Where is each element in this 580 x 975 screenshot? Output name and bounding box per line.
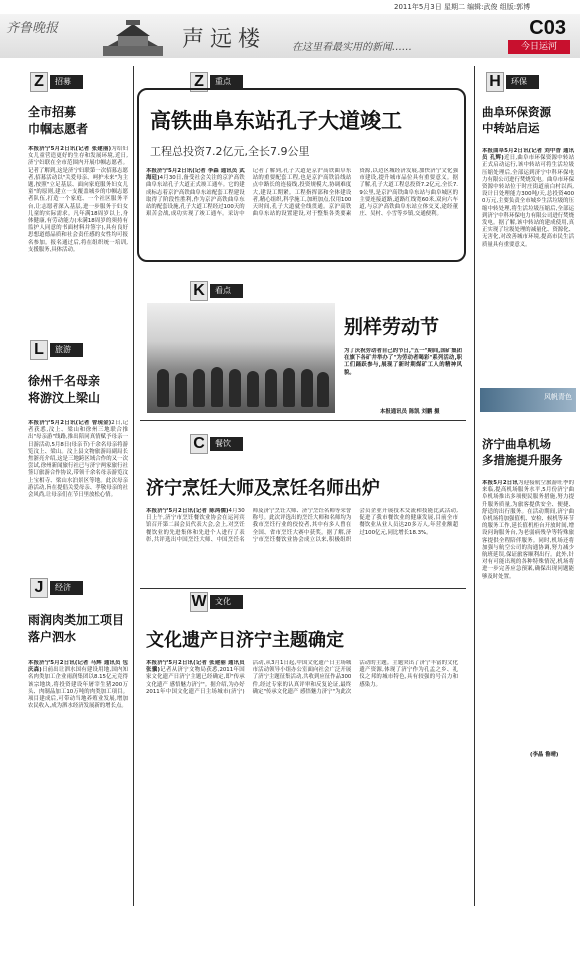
section-tag-economy: J 经济 <box>30 578 83 598</box>
page-number: C03 <box>529 17 566 39</box>
economy-article: 本报济宁5月2日讯(记者 马辉 通讯员 包庆森)日前出让泗水国有建设用地,国内知名肉类加工企业雨润集团以8.15亿元竞得该宗地块,将投资建设年屠宰生猪200万头、肉制品加工10万吨的肉类加工项目。项目建成后,可带动当地养殖业发展,增加农民收入,成为泗水经济发展新的增长点。 <box>28 660 128 710</box>
feature-credit: 本报通讯员 陈凯 刘鹏 摄 <box>380 409 440 415</box>
column-divider <box>133 66 134 906</box>
travel-headline: 徐州千名母亲 将游汶上梁山 <box>28 374 101 405</box>
section-divider <box>140 420 466 421</box>
section-tag-recruit: Z 招募 <box>30 72 83 92</box>
labor-day-photo <box>147 303 335 413</box>
section-badge: 今日运河 <box>508 40 570 54</box>
masthead-band <box>0 14 580 58</box>
masthead <box>0 0 580 58</box>
airport-credit: (李晶 鲁晴) <box>530 752 559 758</box>
lead-subhead: 工程总投资7.2亿元,全长7.9公里 <box>150 145 310 158</box>
section-tag-culture: W 文化 <box>190 592 243 612</box>
newspaper-logo: 齐鲁晚报 <box>6 21 59 36</box>
feature-headline: 别样劳动节 <box>344 316 440 338</box>
economy-headline: 雨润肉类加工项目 落户泗水 <box>28 613 125 644</box>
banner-photo: 风帆青色 <box>480 388 576 412</box>
airport-headline: 济宁曲阜机场 多措施提升服务 <box>482 437 563 467</box>
slogan: 在这里看最实用的新闻…… <box>292 42 412 53</box>
environment-headline: 曲阜环保资源 中转站启运 <box>482 105 551 135</box>
feature-caption: 为了庆祝劳动者自己的节日,"五一"期间,国矿集团在旗下各矿井举办了"为劳动者喝彩"系列活动,职工们踊跃参与,展现了新时期煤矿工人的精神风貌。 <box>344 348 462 376</box>
section-tag-environment: H 环保 <box>486 72 539 92</box>
recruit-article: 本报济宁5月2日讯(记者 张建丽)为给妇女儿童营造更好的生存和发展环境,近日,济宁妇联在全市范围内开展巾帼志愿者。记者了解到,这是济宁妇联第一次招募志愿者,招募活动以"关爱母亲、呵护未来"为主题,按照"立足基层、面向家庭服务妇女儿童"的原则,建立一支覆盖城乡的巾帼志愿者队伍,打造一个家庭、一个社区服务平台,让志愿者深入基层,进一步服务于妇女儿童的实际需求。凡年满18周岁以上,身体健康,有劳动能力(未满18周岁的须持有监护人同意的书面材料并签字),具有良好思想道德品质和社会责任感的女性均可报名参加。报名通过后,将在组织统一培训,支援服务,具体活动。 <box>28 146 128 253</box>
column-divider <box>474 66 475 906</box>
section-tag-dining: C 餐饮 <box>190 434 243 454</box>
date-line: 2011年5月3日 星期二 编辑:武俊 组版:郭博 <box>394 3 531 11</box>
airport-article: 本报5月2日讯为迎接航空旅游旺季的来临,提高机场服务水平,5月份济宁曲阜机场推出多项便民服务措施,努力提升服务质量,为旅客提供安全、便捷、舒适的出行服务。在活动期间,济宁曲阜机场将加强值机、安检、候机等环节的服务工作,延长值机柜台开放时间,增设问询服务台,为老弱病残孕等特殊旅客提供全程陪伴服务。同时,机场还将加强与航空公司的沟通协调,努力减少航班延误,保证旅客顺利出行。此外,针对有可能出现的各种特殊情况,机场将进一步完善应急预案,确保出现问题能够及时处置。 <box>482 480 574 580</box>
section-tag-lead: Z 重点 <box>190 72 243 92</box>
tower-icon <box>98 16 168 56</box>
section-tag-travel: L 旅游 <box>30 340 83 360</box>
lead-headline: 高铁曲阜东站孔子大道竣工 <box>150 109 402 133</box>
recruit-headline: 全市招募 巾帼志愿者 <box>28 105 89 136</box>
section-tag-feature: K 看点 <box>190 281 243 301</box>
travel-article: 本报济宁5月2日讯(记者 曾现金)2日,记者获悉,汶上、梁山和徐州三地联合推出"母亲游"线路,推出陪同真情赋予母亲一日游活动,5月8日(母亲节)千余名母亲将游览汶上、梁山。汶上县文物旅游局副局长焦浙亮介绍,这是三地跨区域合作的又一次尝试,徐州新闻旅行社已与济宁两家旅行社签订旅游合作协议,带领千余名母亲游览汶上宝相寺、梁山水泊景区等地。此次母亲游活动,旨在提倡关爱母亲、孝敬母亲的社会风尚,让母亲们在节日里放松心情。 <box>28 420 128 499</box>
section-divider <box>140 588 466 589</box>
dining-article: 本报济宁5月2日讯(记者 陈鸿儒)4月30日上午,济宁市烹饪餐饮业协会在运河宾馆召开第二届会员代表大会,会上,对烹饪餐饮业的先进集体和先进个人进行了表彰,共评选出中国烹饪大师、中国烹饪名师及济宁烹饪大师、济宁烹饪名师等荣誉称号。此次评选出的烹饪大师和名师均为我市烹饪行业的佼佼者,其中有多人曾在全国、省市烹饪大赛中获奖。据了解,济宁市烹饪餐饮业协会成立以来,积极组织会员企业开展技术交流和技能比武活动,促进了我市餐饮业的健康发展,目前全市餐饮业从业人员达20多万人,年营业额超过100亿元,同比增长18.3%。 <box>146 508 458 543</box>
column-title: 声远楼 <box>182 27 267 52</box>
culture-headline: 文化遗产日济宁主题确定 <box>146 630 344 651</box>
lead-article: 本报济宁5月2日讯(记者 李森 通讯员 武海廷)4月30日,备受社会关注的京沪高铁曲阜东站孔子大道正式竣工通车。它的建成标志着京沪高铁曲阜东站配套工程建设取得了阶段性胜利,作为京沪高铁曲阜东站的配套设施,孔子大道工程经过100天的艰苦会战,成功实现了竣工通车。采访中记者了解到,孔子大道是京沪高铁曲阜东站的重要配套工程,也是京沪高铁沿线站点中路长的连接线,投资规模大,协调难度大,建设工期紧。工程指挥部和全体建设者,精心组织,科学施工,加班加点,仅用100天时间,孔子大道就全线贯通。京沪高铁曲阜东站的设置建设,对于整集各类要素资源,以边区城经济发展,加快济宁文化强市建设,提升城市品位具有重要意义。据了解,孔子大道工程总投资7.2亿元,全长7.9公里,是京沪高铁曲阜东站与曲阜城区的主要连接道路,道路红线宽60米,双向六车道,与京沪高铁曲阜东站立体交叉,途经董庄、吴村、小雪等乡镇,交通便利。 <box>146 168 458 218</box>
environment-article: 本报曲阜5月2日讯(记者 刘中香 通讯员 孔辉)近日,曲阜市环保资源中转站正式启动运行,该中转站可将生活垃圾压缩处理后,全部运到济宁中科环保电力有限公司进行焚烧发电。曲阜市环保资源中转站位于时庄街道前白村以西,设计日处理能力300吨/天,总投资4000万元,主要负责全市城乡生活垃圾的压缩中转处理,将生活垃圾压缩后,全部运到济宁中科环保电力有限公司进行焚烧发电。据了解,该中转站的建成使用,真正实现了垃圾处理的减量化、资源化、无害化,对改善城市环境,提高市民生活质量具有重要意义。 <box>482 148 574 248</box>
culture-article: 本报济宁5月2日讯(记者 张建丽 通讯员 张骥)记者从济宁文物局获悉,2011年国家文化遗产日济宁主题已经确定,即"传承文化遗产 感悟魅力济宁"。据介绍,为办好2011年中国文化遗产日主场城市(济宁)活动,从3月1日起,中国文化遗产日主场城市活动领导小组办公室面向社会广泛开展了济宁主题征集活动,共收到应征作品300件,经过专家的认真评审和反复论证,最终确定"传承文化遗产 感悟魅力济宁"为此次活动的主题。主题突出了济宁丰富的文化遗产资源,体现了济宁作为孔孟之乡、礼仪之邦的城市特色,具有较强的号召力和感染力。 <box>146 660 458 695</box>
dining-headline: 济宁烹饪大师及烹饪名师出炉 <box>146 478 380 499</box>
